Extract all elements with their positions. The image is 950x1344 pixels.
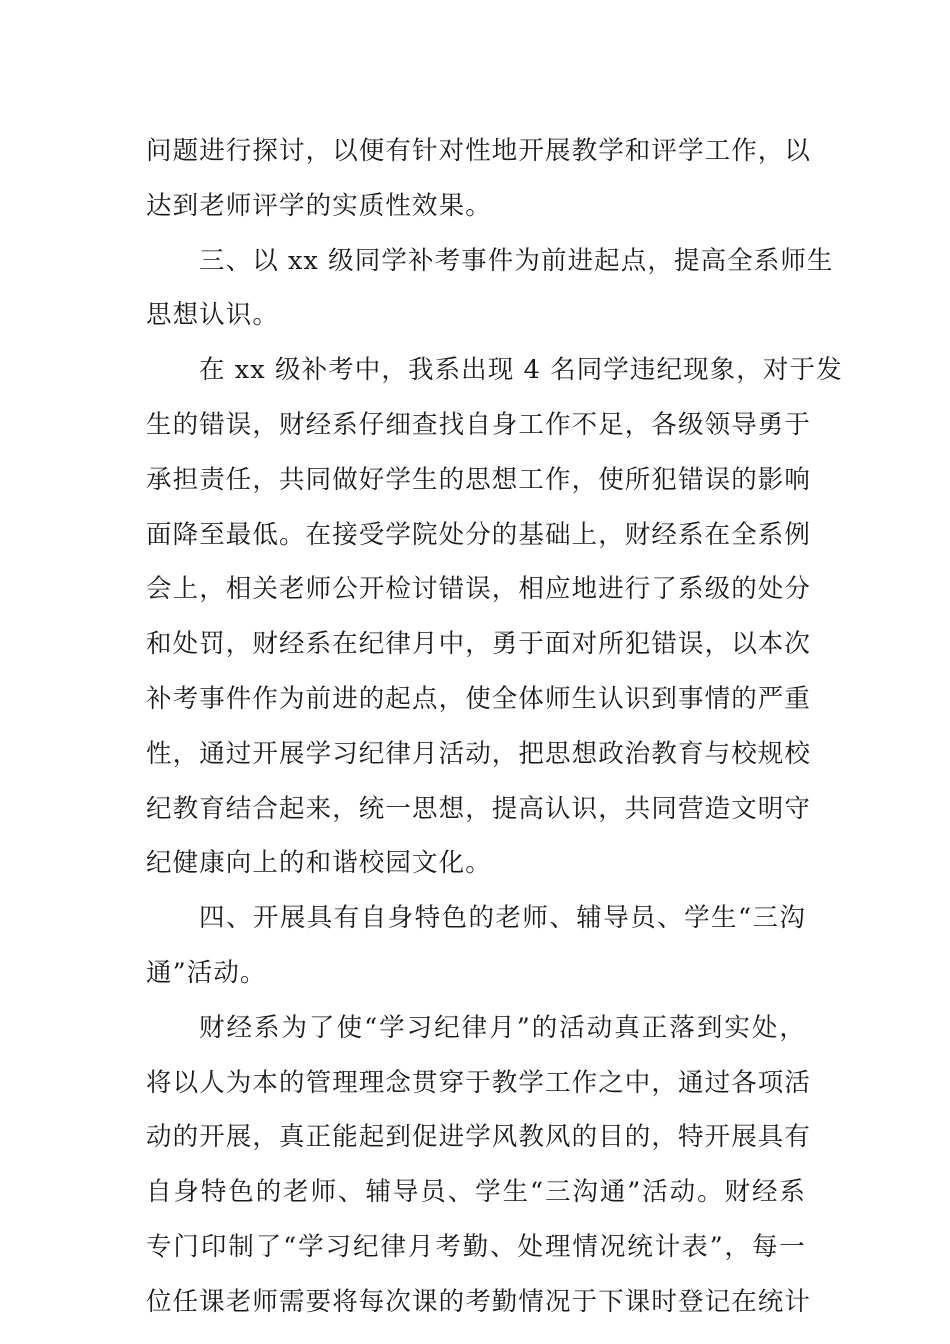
paragraph-4 (146, 891, 806, 1001)
paragraph-1 (146, 124, 812, 234)
text-line: 通”活动。 (146, 957, 267, 988)
text-line: 问题进行探讨，以便有针对性地开展教学和评学工作，以 (146, 136, 812, 166)
text-line: 三、以 xx 级同学补考事件为前进起点，提高全系师生 (199, 245, 834, 276)
paragraph-5 (146, 1001, 812, 1330)
text-line: 和处罚，财经系在纪律月中，勇于面对所犯错误，以本次 (146, 629, 812, 660)
text-line: 纪教育结合起来，统一思想，提高认识，共同营造文明守 (146, 793, 812, 824)
text-line: 性，通过开展学习纪律月活动，把思想政治教育与校规校 (146, 738, 812, 769)
text-line: 承担责任，共同做好学生的思想工作，使所犯错误的影响 (146, 464, 812, 495)
paragraph-3 (146, 343, 843, 891)
text-line: 会上，相关老师公开检讨错误，相应地进行了系级的处分 (146, 574, 812, 605)
text-line: 纪健康向上的和谐校园文化。 (146, 848, 492, 879)
text-line: 面降至最低。在接受学院处分的基础上，财经系在全系例 (146, 519, 812, 550)
text-line: 达到老师评学的实质性效果。 (146, 190, 492, 221)
text-line: 在 xx 级补考中，我系出现 4 名同学违纪现象，对于发 (199, 355, 843, 386)
text-line: 专门印制了“学习纪律月考勤、处理情况统计表”，每一 (146, 1231, 806, 1262)
text-line: 将以人为本的管理理念贯穿于教学工作之中，通过各项活 (146, 1067, 812, 1098)
text-line: 位任课老师需要将每次课的考勤情况于下课时登记在统计 (146, 1286, 812, 1317)
document-body (146, 124, 843, 1330)
text-line: 补考事件作为前进的起点，使全体师生认识到事情的严重 (146, 683, 812, 714)
text-line: 动的开展，真正能起到促进学风教风的目的，特开展具有 (146, 1122, 812, 1153)
text-line: 思想认识。 (146, 300, 280, 331)
text-line: 财经系为了使“学习纪律月”的活动真正落到实处， (199, 1012, 806, 1043)
text-line: 四、开展具有自身特色的老师、辅导员、学生“三沟 (199, 903, 806, 934)
text-line: 生的错误，财经系仔细查找自身工作不足，各级领导勇于 (146, 409, 812, 440)
text-line: 自身特色的老师、辅导员、学生“三沟通”活动。财经系 (146, 1177, 806, 1208)
paragraph-2 (146, 234, 834, 344)
